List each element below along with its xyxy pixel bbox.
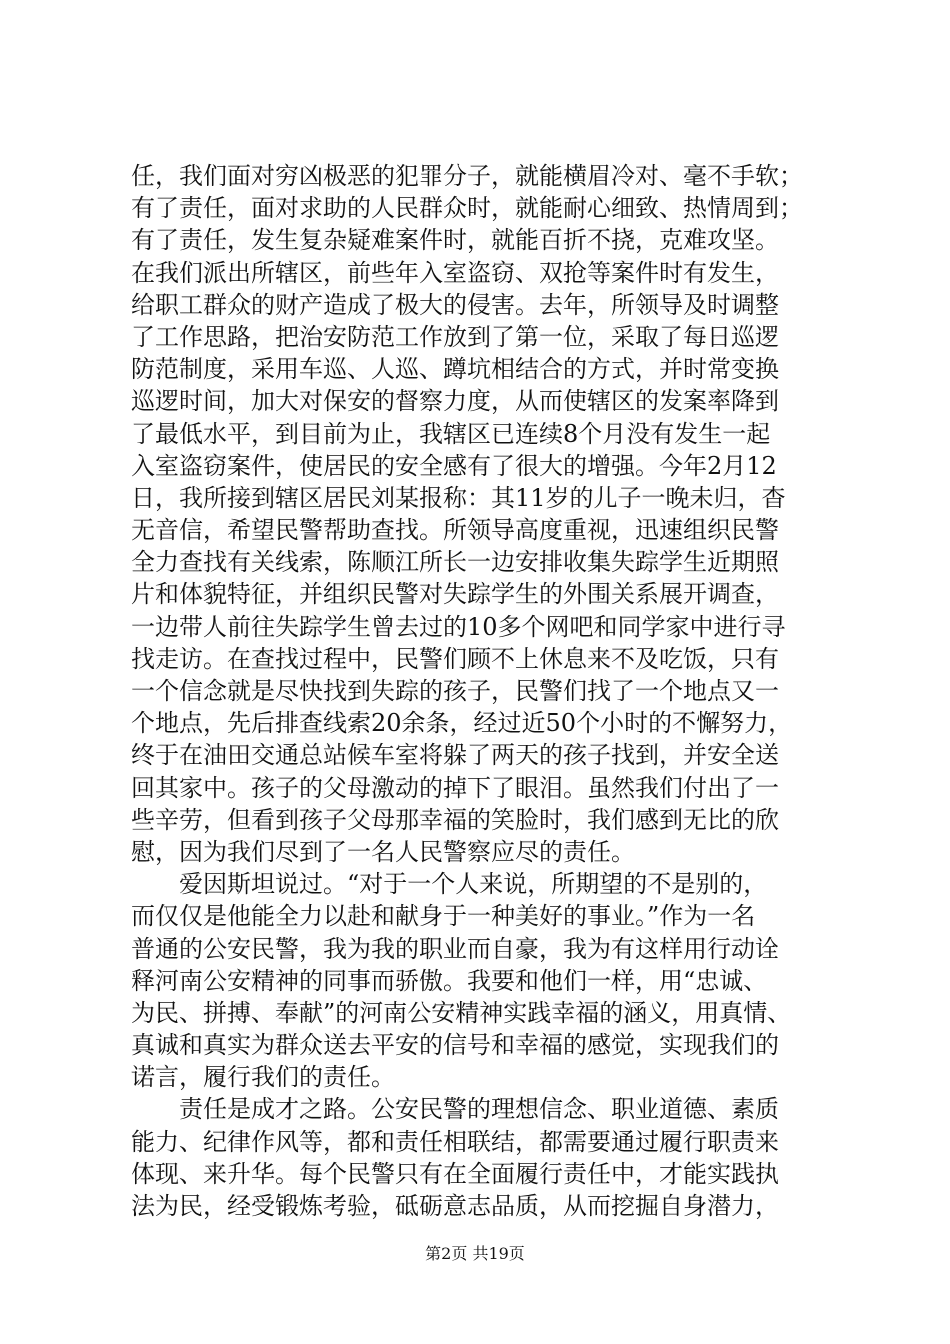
text-line: 些辛劳，但看到孩子父母那幸福的笑脸时，我们感到无比的欣 <box>131 805 779 834</box>
text-line: 了工作思路，把治安防范工作放到了第一位，采取了每日巡逻 <box>131 322 779 351</box>
text-line: 无音信，希望民警帮助查找。所领导高度重视，迅速组织民警 <box>131 516 779 545</box>
text-line: 诺言，履行我们的责任。 <box>131 1063 395 1092</box>
text-line: 回其家中。孩子的父母激动的掉下了眼泪。虽然我们付出了一 <box>131 773 779 802</box>
text-line: 有了责任，发生复杂疑难案件时，就能百折不挠，克难攻坚。 <box>131 226 779 255</box>
text-line: 体现、来升华。每个民警只有在全面履行责任中，才能实践执 <box>131 1159 779 1188</box>
text-line: 个地点，先后排查线索20余条，经过近50个小时的不懈努力， <box>131 709 793 738</box>
body-text <box>131 160 851 1222</box>
text-line: 巡逻时间，加大对保安的督察力度，从而使辖区的发案率降到 <box>131 387 779 416</box>
text-line: 普通的公安民警，我为我的职业而自豪，我为有这样用行动诠 <box>131 934 779 963</box>
text-line: 慰，因为我们尽到了一名人民警察应尽的责任。 <box>131 837 635 866</box>
page-footer: 第2页 共19页 <box>425 1244 525 1263</box>
text-line: 而仅仅是他能全力以赴和献身于一种美好的事业。”作为一名 <box>131 902 756 931</box>
text-line: 有了责任，面对求助的人民群众时，就能耐心细致、热情周到； <box>131 194 803 223</box>
text-line: 能力、纪律作风等，都和责任相联结，都需要通过履行职责来 <box>131 1127 779 1156</box>
text-line: 在我们派出所辖区，前些年入室盗窃、双抢等案件时有发生， <box>131 258 779 287</box>
text-line: 片和体貌特征，并组织民警对失踪学生的外围关系展开调查， <box>131 580 779 609</box>
text-line: 任，我们面对穷凶极恶的犯罪分子，就能横眉冷对、毫不手软； <box>131 162 803 190</box>
text-line: 为民、拼搏、奉献”的河南公安精神实践幸福的涵义，用真情、 <box>131 998 792 1027</box>
text-line: 责任是成才之路。公安民警的理想信念、职业道德、素质 <box>131 1095 779 1124</box>
text-line: 一边带人前往失踪学生曾去过的10多个网吧和同学家中进行寻 <box>131 612 786 641</box>
text-line: 找走访。在查找过程中，民警们顾不上休息来不及吃饭，只有 <box>131 644 779 673</box>
text-line: 释河南公安精神的同事而骄傲。我要和他们一样，用“忠诚、 <box>131 966 768 995</box>
text-line: 给职工群众的财产造成了极大的侵害。去年，所领导及时调整 <box>131 290 779 319</box>
text-line: 一个信念就是尽快找到失踪的孩子，民警们找了一个地点又一 <box>131 677 779 705</box>
text-line: 日，我所接到辖区居民刘某报称：其11岁的儿子一晚未归，杳 <box>131 483 786 512</box>
text-line: 终于在油田交通总站候车室将躲了两天的孩子找到，并安全送 <box>131 741 779 770</box>
text-line: 爱因斯坦说过。“对于一个人来说，所期望的不是别的， <box>131 870 768 899</box>
text-line: 全力查找有关线索，陈顺江所长一边安排收集失踪学生近期照 <box>131 548 779 577</box>
text-line: 了最低水平，到目前为止，我辖区已连续8个月没有发生一起 <box>131 419 771 448</box>
text-line: 防范制度，采用车巡、人巡、蹲坑相结合的方式，并时常变换 <box>131 355 779 384</box>
text-line: 真诚和真实为群众送去平安的信号和幸福的感觉，实现我们的 <box>131 1031 779 1060</box>
text-line: 入室盗窃案件，使居民的安全感有了很大的增强。今年2月12 <box>131 451 777 480</box>
text-line: 法为民，经受锻炼考验，砥砺意志品质，从而挖掘自身潜力， <box>131 1192 779 1220</box>
